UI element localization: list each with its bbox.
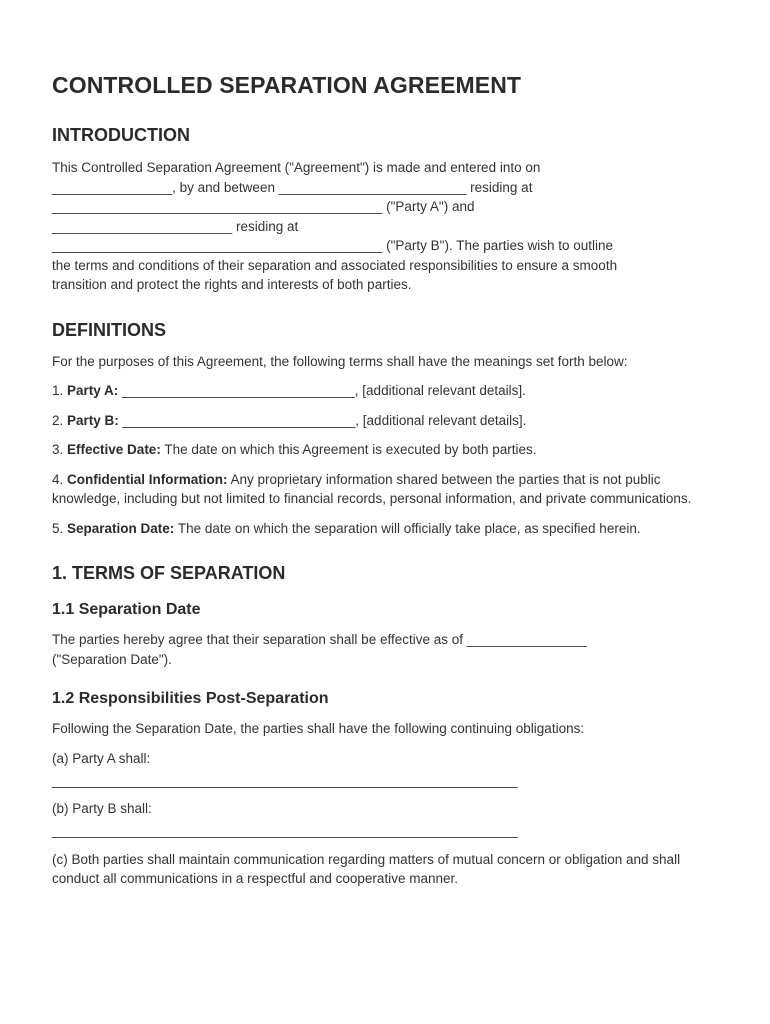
document-body [52,68,732,889]
intro-line: ________________, by and between _________________________ residing at [52,179,533,195]
definition-text: _______________________________, [additional relevant details]. [118,383,526,398]
intro-line: ________________________ residing at [52,218,299,234]
document-title: CONTROLLED SEPARATION AGREEMENT [52,72,522,98]
definition-text: _______________________________, [additional relevant details]. [118,412,527,428]
definition-term: Effective Date: [67,442,161,457]
obligation-c-text: (c) Both parties shall maintain communication regarding matters of mutual concern or obligation and shall conduct all communications in a respectful and cooperative manner. [52,851,681,886]
definition-item [52,411,732,431]
definition-text: Any proprietary information shared between the parties that is not public knowledge, including but not limited to financial records, personal information, and private communications. [52,471,692,506]
section-1-1-heading: 1.1 Separation Date [52,601,201,618]
intro-line: ____________________________________________ ("Party B"). The parties wish to outline [52,238,614,253]
definition-number: 3. [52,442,64,457]
definition-term: Confidential Information: [67,471,228,487]
introduction-paragraph [52,158,732,295]
intro-line: the terms and conditions of their separation and associated responsibilities to ensure a smooth [52,257,618,273]
definition-text: The date on which this Agreement is executed by both parties. [160,442,537,457]
section-1-2-intro: Following the Separation Date, the parties shall have the following continuing obligations: [52,721,585,736]
section-line: The parties hereby agree that their separation shall be effective as of ________________ [52,632,587,647]
definitions-intro: For the purposes of this Agreement, the following terms shall have the meanings set forth below: [52,353,628,369]
obligation-a-blank: ______________________________________________________________ [52,773,518,788]
intro-line: transition and protect the rights and interests of both parties. [52,277,412,292]
section-line: ("Separation Date"). [52,651,172,667]
definition-term: Party A: [67,383,119,398]
definition-item [52,381,732,401]
terms-heading: 1. TERMS OF SEPARATION [52,563,286,583]
intro-line: ____________________________________________ ("Party A") and [52,199,475,214]
obligation-b-blank: ______________________________________________________________ [52,823,518,838]
definition-number: 1. [52,383,64,398]
definition-item [52,519,692,539]
obligation-b-label: (b) Party B shall: [52,800,152,816]
definition-number: 2. [52,412,64,428]
section-1-2-heading: 1.2 Responsibilities Post-Separation [52,690,329,707]
obligation-a-label: (a) Party A shall: [52,750,151,766]
intro-line: This Controlled Separation Agreement ("Agreement") is made and entered into on [52,160,541,175]
definitions-heading: DEFINITIONS [52,319,167,340]
definition-number: 4. [52,471,64,487]
definition-item [52,440,732,460]
introduction-heading: INTRODUCTION [52,125,190,145]
definition-term: Separation Date: [67,520,175,536]
definition-text: The date on which the separation will officially take place, as specified herein. [174,520,641,536]
section-1-1-paragraph [52,630,732,669]
definition-term: Party B: [67,412,119,428]
definition-item [52,470,722,509]
definition-number: 5. [52,520,64,536]
